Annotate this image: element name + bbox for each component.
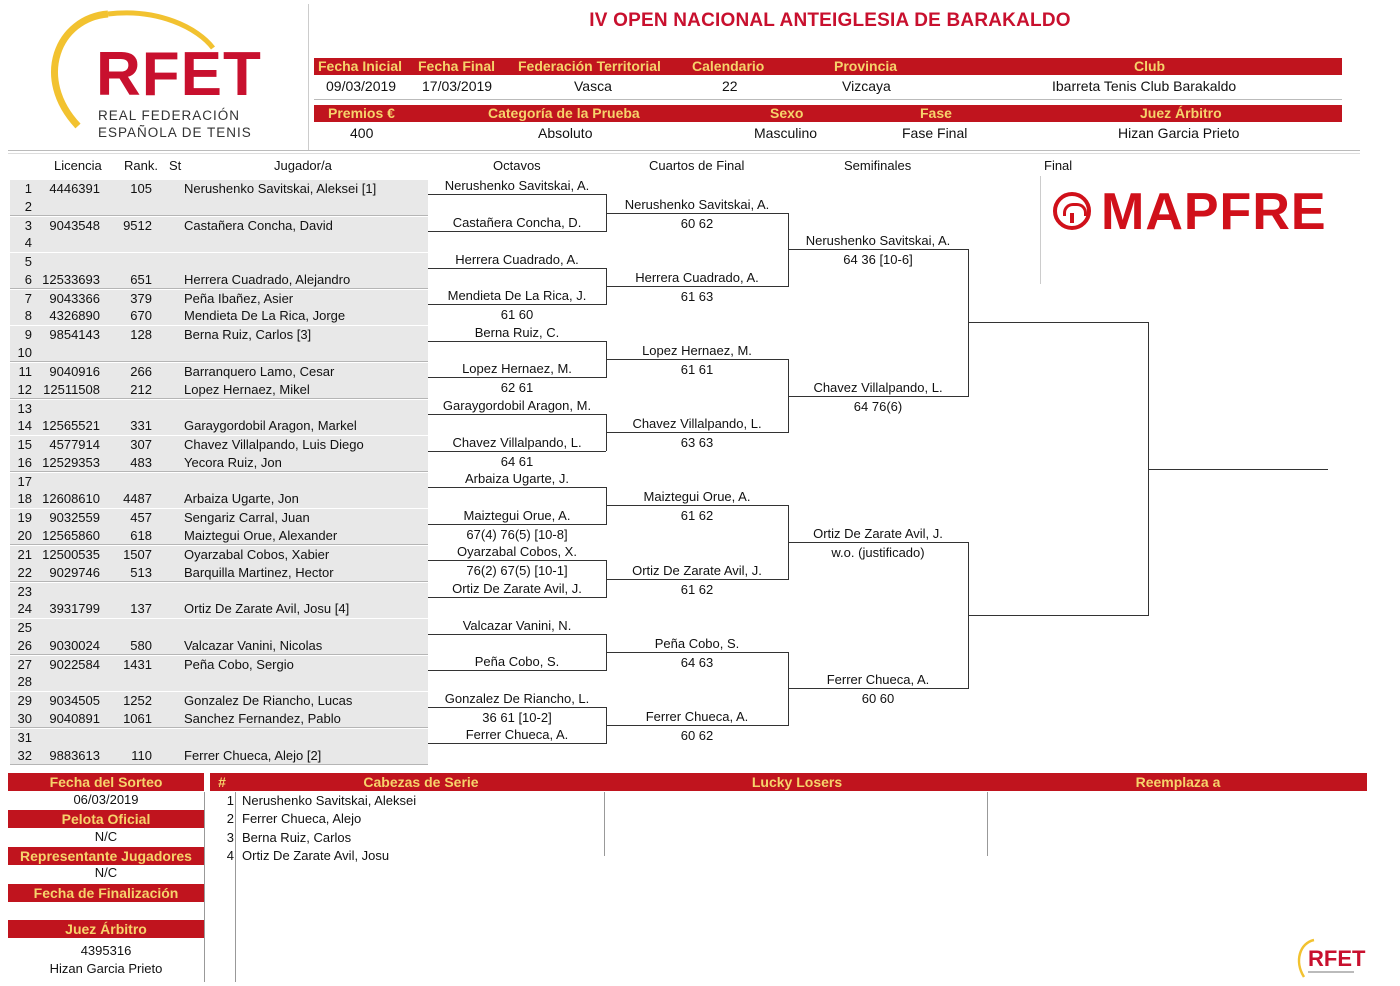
draw-seed-number: 30 (17, 710, 32, 726)
draw-seed-number: 27 (17, 656, 32, 672)
value-provincia: Vizcaya (842, 78, 891, 94)
draw-seed-number: 20 (17, 527, 32, 543)
player-licence: 12608610 (42, 491, 100, 507)
player-rank (102, 198, 152, 215)
bracket-line (606, 432, 788, 433)
finalizacion-header: Fecha de Finalización (8, 884, 204, 902)
cuartos-score: 60 62 (680, 215, 714, 231)
draw-pair (10, 582, 428, 619)
label-fecha-inicial: Fecha Inicial (318, 58, 403, 74)
header-rule-2 (8, 153, 1360, 154)
player-licence: 12511508 (43, 381, 100, 397)
player-licence: 12565860 (42, 527, 100, 543)
col-st: St (169, 158, 182, 173)
seed-name: Ortiz De Zarate Avil, Josu (242, 848, 390, 864)
cuartos-winner: Lopez Hernaez, M. (642, 343, 752, 358)
cuartos-score: 61 61 (680, 362, 714, 377)
bracket-line (968, 615, 1148, 616)
draw-seed-number: 15 (17, 437, 32, 453)
player-rank: 1061 (123, 710, 152, 726)
draw-seed-number: 9 (24, 327, 32, 343)
player-rank: 618 (130, 527, 152, 543)
draw-seed-number: 25 (17, 620, 32, 636)
player-rank: 110 (131, 747, 152, 763)
bracket-line (788, 396, 968, 397)
player-name: Peña Ibañez, Asier (184, 290, 294, 306)
player-licence: 9032559 (49, 510, 100, 526)
octavos-score: 61 60 (500, 307, 534, 323)
player-licence (34, 234, 100, 251)
cuartos-winner: Ortiz De Zarate Avil, J. (632, 562, 762, 578)
player-rank: 128 (130, 327, 152, 343)
value-sexo: Masculino (754, 125, 818, 141)
juez-lic: 4395316 (80, 943, 132, 958)
player-rank: 4487 (123, 491, 152, 507)
semis-winner: Ortiz De Zarate Avil, J. (813, 526, 943, 541)
player-rank: 331 (130, 418, 152, 434)
draw-seed-number: 3 (24, 217, 32, 233)
representante-header: Representante Jugadores (8, 847, 204, 865)
bracket-line (606, 505, 788, 506)
replace-header: Reemplaza a (1135, 774, 1221, 790)
cuartos-winner: Peña Cobo, S. (654, 635, 740, 651)
bracket-line (428, 707, 606, 708)
cuartos-winner: Maiztegui Orue, A. (643, 489, 751, 505)
player-rank: 266 (130, 364, 152, 379)
draw-seed-number: 10 (17, 344, 32, 360)
player-name: Oyarzabal Cobos, Xabier (184, 547, 330, 562)
player-rank: 379 (130, 290, 152, 306)
player-licence: 3931799 (49, 601, 100, 617)
player-name: Herrera Cuadrado, Alejandro (184, 271, 351, 287)
lucky-header: Lucky Losers (751, 774, 843, 790)
draw-seed-number: 28 (17, 674, 32, 690)
bracket-line (606, 213, 788, 214)
draw-pair (10, 289, 428, 326)
player-licence: 12500535 (42, 547, 100, 562)
octavos-score (428, 745, 606, 762)
bracket-line (428, 194, 606, 195)
seeds-header: Cabezas de Serie (363, 774, 479, 790)
draw-pair (10, 655, 428, 692)
bracket-line (428, 377, 606, 378)
cuartos-winner: Nerushenko Savitskai, A. (624, 196, 770, 212)
player-rank: 212 (130, 381, 152, 397)
draw-pair (10, 435, 428, 472)
cuartos-score: 61 62 (680, 508, 714, 524)
value-categoria: Absoluto (538, 125, 593, 141)
player-name: Chavez Villalpando, Luis Diego (184, 437, 364, 453)
draw-seed-number: 19 (17, 510, 32, 526)
octavos-score: 64 61 (500, 453, 534, 469)
octavos-score: 76(2) 67(5) [10-1] (466, 563, 568, 579)
player-licence (34, 344, 100, 361)
player-licence: 12565521 (42, 418, 100, 434)
cuartos-score: 64 63 (680, 654, 714, 670)
logo-divider (308, 4, 309, 150)
player-rank (102, 344, 152, 361)
player-name: Maiztegui Orue, Alexander (184, 527, 338, 543)
player-rank: 137 (130, 601, 152, 617)
value-fecha-final: 17/03/2019 (422, 78, 493, 94)
semis-winner: Ferrer Chueca, A. (826, 672, 930, 688)
player-name: Ortiz De Zarate Avil, Josu [4] (184, 601, 350, 617)
label-club: Club (1134, 58, 1166, 74)
bottom-divider-3 (604, 792, 605, 856)
label-federacion: Federación Territorial (518, 58, 661, 74)
semis-winner: Chavez Villalpando, L. (813, 379, 943, 395)
info-header-row2 (314, 105, 1342, 122)
octavos-winner: Herrera Cuadrado, A. (455, 251, 579, 267)
semis-score: w.o. (justificado) (831, 545, 925, 560)
octavos-score (428, 343, 606, 360)
player-rank (102, 253, 152, 270)
player-name: Mendieta De La Rica, Jorge (184, 308, 346, 324)
octavos-winner: Peña Cobo, S. (474, 654, 560, 670)
bottom-divider-4 (987, 792, 988, 856)
cuartos-score: 61 63 (680, 288, 714, 304)
octavos-winner: Gonzalez De Riancho, L. (444, 690, 590, 706)
player-name: Arbaiza Ugarte, Jon (184, 491, 299, 507)
seed-number: 4 (226, 848, 234, 864)
player-licence (34, 400, 100, 417)
bracket-line (606, 725, 788, 726)
draw-seed-number: 32 (17, 747, 32, 763)
rfet-small-logo (1294, 937, 1364, 983)
player-rank (102, 729, 152, 746)
player-name: Sanchez Fernandez, Pablo (184, 710, 341, 726)
draw-seed-number: 26 (17, 637, 32, 653)
player-name: Garaygordobil Aragon, Markel (184, 418, 357, 434)
label-fecha-final: Fecha Final (418, 58, 496, 74)
draw-seed-number: 1 (24, 181, 32, 196)
label-calendario: Calendario (692, 58, 765, 74)
player-licence: 12533693 (42, 271, 100, 287)
fecha-sorteo-value: 06/03/2019 (73, 792, 139, 807)
seed-name: Ferrer Chueca, Alejo (242, 811, 362, 827)
draw-pair (10, 216, 428, 253)
bracket-line (606, 652, 788, 653)
draw-pair (10, 252, 428, 289)
cuartos-score: 63 63 (680, 435, 714, 451)
bracket-line (428, 560, 606, 561)
col-cuartos: Cuartos de Final (649, 158, 745, 173)
player-rank: 1431 (123, 656, 152, 672)
player-rank: 105 (130, 181, 152, 196)
player-rank: 9512 (123, 217, 152, 233)
fecha-sorteo-header: Fecha del Sorteo (8, 773, 204, 791)
label-premios: Premios € (328, 105, 395, 121)
bracket-line (1148, 469, 1328, 470)
rfet-logo (38, 8, 262, 148)
bracket-line (428, 524, 606, 525)
octavos-score: 67(4) 76(5) [10-8] (466, 526, 568, 542)
bracket-line (428, 487, 606, 488)
bracket-line (428, 597, 606, 598)
seed-number: 3 (226, 829, 234, 845)
seed-name: Berna Ruiz, Carlos (242, 829, 352, 845)
player-rank (102, 234, 152, 251)
draw-seed-number: 29 (17, 693, 32, 709)
col-jugador: Jugador/a (274, 158, 332, 173)
player-licence: 9030024 (49, 637, 100, 653)
bracket-line (428, 634, 606, 635)
juez-name: Hizan Garcia Prieto (49, 961, 163, 976)
bracket-line (428, 451, 606, 452)
draw-pair (10, 545, 428, 582)
label-fase: Fase (920, 105, 952, 121)
player-rank (102, 583, 152, 600)
player-licence: 9029746 (49, 564, 100, 580)
player-name: Yecora Ruiz, Jon (184, 454, 282, 470)
bracket-line (428, 743, 606, 744)
player-licence (34, 473, 100, 490)
player-name: Castañera Concha, David (184, 217, 333, 233)
player-name: Lopez Hernaez, Mikel (184, 381, 310, 397)
bottom-divider-1 (204, 792, 205, 982)
player-licence: 9043366 (49, 290, 100, 306)
draw-seed-number: 13 (17, 400, 32, 416)
player-licence (34, 729, 100, 746)
octavos-score (428, 636, 606, 653)
draw-seed-number: 12 (17, 381, 32, 397)
draw-pair (10, 472, 428, 509)
player-name: Peña Cobo, Sergio (184, 656, 294, 672)
tournament-title: IV OPEN NACIONAL ANTEIGLESIA DE BARAKALDO (589, 10, 1071, 31)
draw-pair (10, 508, 428, 545)
octavos-winner: Garaygordobil Aragon, M. (442, 397, 592, 413)
col-semis: Semifinales (844, 158, 912, 173)
seed-number: 2 (226, 811, 234, 827)
pelota-header: Pelota Oficial (8, 810, 204, 828)
bracket-line (428, 304, 606, 305)
juez-header: Juez Árbitro (8, 920, 204, 938)
cuartos-winner: Chavez Villalpando, L. (632, 416, 762, 432)
seed-num-header: # (218, 774, 226, 790)
bottom-divider-2 (235, 792, 236, 982)
octavos-winner: Ortiz De Zarate Avil, J. (452, 580, 582, 596)
label-provincia: Provincia (834, 58, 898, 74)
octavos-winner: Ferrer Chueca, A. (465, 727, 569, 743)
player-name: Barranquero Lamo, Cesar (184, 364, 335, 379)
rfet-small-logo-text: RFET (1308, 946, 1366, 971)
octavos-winner: Chavez Villalpando, L. (452, 434, 582, 450)
draw-seed-number: 11 (18, 364, 32, 379)
player-rank: 1252 (123, 693, 152, 709)
draw-pair (10, 399, 428, 436)
rfet-logo-line1: REAL FEDERACIÓN (98, 108, 241, 123)
value-premios: 400 (350, 125, 374, 141)
player-name: Barquilla Martinez, Hector (184, 564, 334, 580)
value-fase: Fase Final (902, 125, 968, 141)
player-licence: 9034505 (49, 693, 100, 709)
value-fecha-inicial: 09/03/2019 (326, 78, 397, 94)
player-licence: 9040916 (49, 364, 100, 379)
draw-seed-number: 2 (24, 198, 32, 214)
octavos-score (428, 672, 606, 689)
bracket-line (606, 286, 788, 287)
bracket-line (428, 414, 606, 415)
player-rank: 513 (130, 564, 152, 580)
cuartos-winner: Herrera Cuadrado, A. (635, 269, 759, 285)
draw-seed-number: 14 (17, 418, 32, 434)
draw-pair (10, 325, 428, 362)
label-categoria: Categoría de la Prueba (488, 105, 640, 121)
player-name: Sengariz Carral, Juan (184, 510, 310, 526)
octavos-winner: Maiztegui Orue, A. (463, 507, 571, 523)
representante-value: N/C (94, 865, 118, 880)
player-rank: 457 (130, 510, 152, 526)
sponsor-box (1040, 176, 1400, 284)
player-licence: 9022584 (49, 656, 100, 672)
player-rank: 307 (130, 437, 152, 453)
value-federacion: Vasca (574, 78, 612, 94)
player-rank (102, 473, 152, 490)
info-header-row1 (314, 58, 1342, 75)
player-licence: 12529353 (42, 454, 100, 470)
rfet-logo-main: RFET (96, 40, 262, 109)
draw-seed-number: 6 (24, 271, 32, 287)
draw-seed-number: 16 (17, 454, 32, 470)
label-sexo: Sexo (770, 105, 804, 121)
bracket-line (788, 688, 968, 689)
col-final: Final (1044, 158, 1073, 173)
octavos-score: 36 61 [10-2] (482, 709, 552, 725)
draw-seed-number: 22 (17, 564, 32, 580)
octavos-score (428, 233, 606, 250)
player-rank (102, 619, 152, 636)
draw-seed-number: 8 (24, 308, 32, 324)
bracket-line (428, 341, 606, 342)
cuartos-score: 61 62 (680, 581, 714, 597)
label-juez: Juez Árbitro (1140, 105, 1222, 121)
draw-seed-number: 24 (17, 601, 32, 617)
draw-pair (10, 179, 428, 216)
player-rank: 670 (130, 308, 152, 324)
bracket-line (968, 322, 1148, 323)
octavos-winner: Mendieta De La Rica, J. (447, 288, 587, 304)
player-name: Valcazar Vanini, Nicolas (184, 637, 323, 653)
rfet-logo-line2: ESPAÑOLA DE TENIS (98, 125, 252, 140)
player-licence: 4577914 (49, 437, 100, 453)
semis-score: 64 76(6) (853, 398, 903, 414)
bracket-line (428, 268, 606, 269)
player-licence (34, 673, 100, 690)
draw-pair (10, 728, 428, 765)
mapfre-logo-text: MAPFRE (1101, 183, 1327, 241)
mapfre-emblem-icon (1053, 192, 1091, 230)
value-juez: Hizan Garcia Prieto (1118, 125, 1240, 141)
player-licence: 9043548 (49, 217, 100, 233)
octavos-score (428, 489, 606, 506)
bracket-line (428, 231, 606, 232)
col-rank: Rank. (124, 158, 158, 173)
octavos-winner: Nerushenko Savitskai, A. (444, 178, 590, 194)
octavos-winner: Oyarzabal Cobos, X. (457, 544, 577, 560)
draw-pair (10, 362, 428, 399)
octavos-winner: Lopez Hernaez, M. (462, 361, 572, 377)
octavos-score (428, 416, 606, 433)
semis-score: 60 60 (861, 691, 895, 707)
col-octavos: Octavos (493, 158, 541, 173)
draw-pair (10, 618, 428, 655)
octavos-score (428, 270, 606, 287)
player-rank (102, 673, 152, 690)
header-rule (8, 150, 1360, 151)
player-licence (34, 198, 100, 215)
player-rank: 1507 (123, 547, 152, 562)
draw-seed-number: 17 (17, 473, 32, 489)
player-licence: 9883613 (49, 747, 100, 763)
value-calendario: 22 (722, 78, 738, 94)
bracket-line (788, 249, 968, 250)
player-name: Gonzalez De Riancho, Lucas (184, 693, 353, 709)
player-name: Berna Ruiz, Carlos [3] (184, 327, 312, 343)
draw-pair (10, 691, 428, 728)
player-licence (34, 253, 100, 270)
player-licence: 4446391 (49, 181, 100, 196)
draw-seed-number: 18 (17, 491, 32, 507)
value-club: Ibarreta Tenis Club Barakaldo (1052, 78, 1237, 94)
draw-seed-number: 4 (24, 235, 32, 251)
col-licencia: Licencia (54, 158, 102, 173)
player-licence (34, 583, 100, 600)
bracket-line (606, 579, 788, 580)
cuartos-score: 60 62 (680, 728, 714, 743)
pelota-value: N/C (94, 829, 118, 844)
bracket-line (788, 542, 968, 543)
octavos-score (428, 599, 606, 616)
draw-seed-number: 5 (24, 254, 32, 270)
cuartos-winner: Ferrer Chueca, A. (645, 709, 749, 724)
player-licence: 9854143 (49, 327, 100, 343)
player-rank: 580 (130, 637, 152, 653)
bracket-line (606, 359, 788, 360)
semis-winner: Nerushenko Savitskai, A. (805, 233, 951, 249)
bracket-line (428, 670, 606, 671)
draw-seed-number: 7 (24, 290, 32, 306)
player-rank: 483 (130, 454, 152, 470)
octavos-winner: Valcazar Vanini, N. (462, 617, 572, 633)
player-rank (102, 400, 152, 417)
draw-seed-number: 23 (17, 583, 32, 599)
player-name: Ferrer Chueca, Alejo [2] (184, 747, 322, 763)
octavos-winner: Arbaiza Ugarte, J. (464, 471, 570, 487)
seed-name: Nerushenko Savitskai, Aleksei (242, 793, 417, 808)
player-rank: 651 (130, 271, 152, 287)
draw-seed-number: 31 (17, 730, 32, 745)
octavos-winner: Berna Ruiz, C. (474, 324, 560, 340)
player-name: Nerushenko Savitskai, Aleksei [1] (184, 181, 377, 196)
semis-score: 64 36 [10-6] (843, 252, 913, 268)
octavos-score: 62 61 (500, 380, 534, 396)
draw-seed-number: 21 (17, 547, 32, 562)
octavos-score (428, 196, 606, 213)
seed-number: 1 (226, 793, 234, 808)
octavos-winner: Castañera Concha, D. (452, 214, 582, 230)
info-separator (314, 99, 1342, 100)
player-licence (34, 619, 100, 636)
player-licence: 9040891 (49, 710, 100, 726)
player-licence: 4326890 (49, 308, 100, 324)
